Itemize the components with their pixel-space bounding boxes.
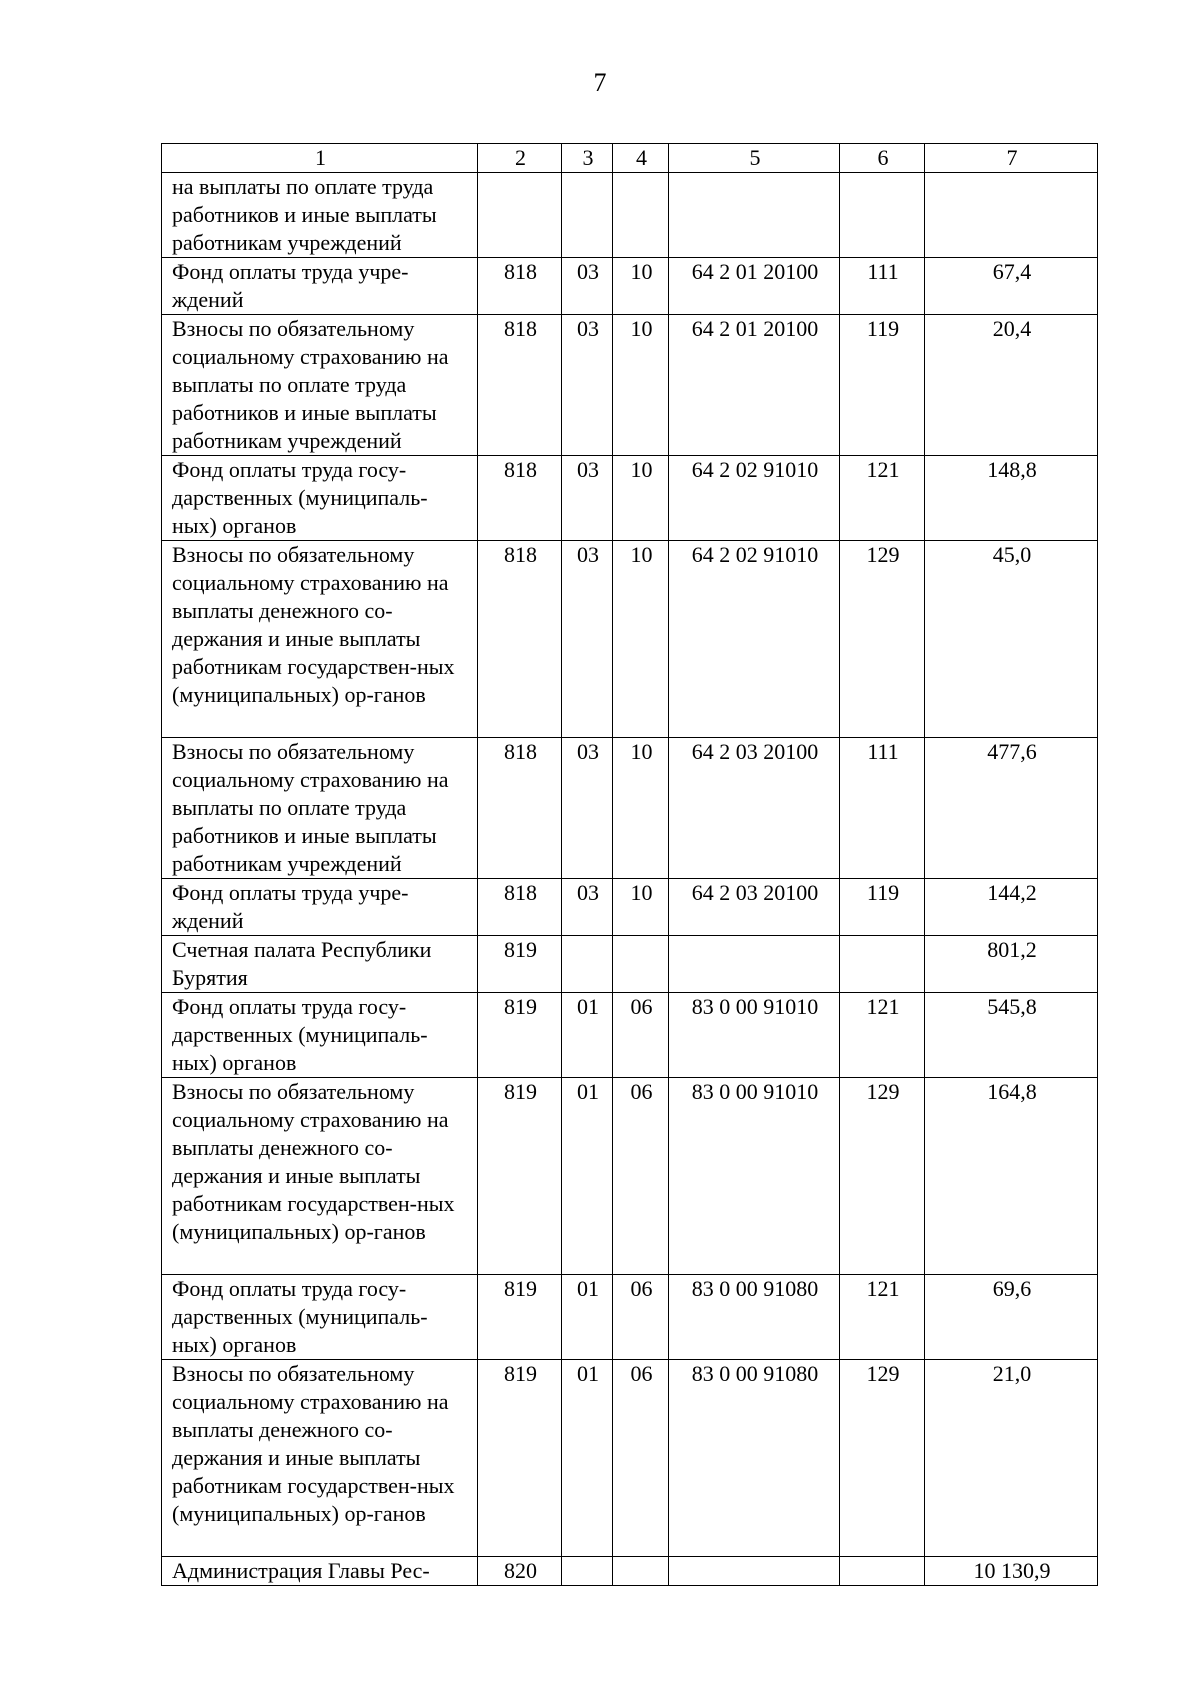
ministry-code-cell: 819 <box>478 936 562 993</box>
section-cell: 03 <box>562 258 613 315</box>
ministry-code-cell: 818 <box>478 258 562 315</box>
target-article-cell: 64 2 01 20100 <box>669 258 840 315</box>
target-article-cell: 64 2 03 20100 <box>669 879 840 936</box>
ministry-code-cell: 819 <box>478 1360 562 1557</box>
ministry-code-cell: 819 <box>478 993 562 1078</box>
table-row <box>162 258 1098 315</box>
subsection-cell: 06 <box>613 1078 669 1275</box>
section-cell: 01 <box>562 993 613 1078</box>
amount-cell <box>925 173 1098 258</box>
target-article-cell <box>669 936 840 993</box>
header-cell: 5 <box>669 144 840 173</box>
section-cell <box>562 936 613 993</box>
section-cell: 03 <box>562 456 613 541</box>
subsection-cell: 10 <box>613 456 669 541</box>
subsection-cell: 10 <box>613 738 669 879</box>
amount-cell: 801,2 <box>925 936 1098 993</box>
expense-type-cell: 129 <box>840 541 925 738</box>
amount-cell: 10 130,9 <box>925 1557 1098 1586</box>
section-cell: 01 <box>562 1078 613 1275</box>
ministry-code-cell: 819 <box>478 1275 562 1360</box>
amount-cell: 148,8 <box>925 456 1098 541</box>
amount-cell: 69,6 <box>925 1275 1098 1360</box>
ministry-code-cell: 818 <box>478 738 562 879</box>
expense-type-cell <box>840 1557 925 1586</box>
amount-cell: 545,8 <box>925 993 1098 1078</box>
table-row <box>162 1360 1098 1557</box>
description-cell: Фонд оплаты труда госу-дарственных (муниципаль-ных) органов <box>162 993 478 1078</box>
section-cell: 01 <box>562 1275 613 1360</box>
description-cell: Взносы по обязательному социальному страхованию на выплаты по оплате труда работников и иные выплаты работникам учреждений <box>162 738 478 879</box>
subsection-cell: 10 <box>613 541 669 738</box>
table-row <box>162 1275 1098 1360</box>
section-cell <box>562 1557 613 1586</box>
target-article-cell: 64 2 01 20100 <box>669 315 840 456</box>
ministry-code-cell: 819 <box>478 1078 562 1275</box>
table-row <box>162 738 1098 879</box>
ministry-code-cell: 818 <box>478 541 562 738</box>
table-row <box>162 541 1098 738</box>
subsection-cell: 06 <box>613 1360 669 1557</box>
ministry-code-cell: 818 <box>478 456 562 541</box>
target-article-cell: 64 2 02 91010 <box>669 541 840 738</box>
amount-cell: 144,2 <box>925 879 1098 936</box>
subsection-cell: 06 <box>613 993 669 1078</box>
description-cell: Фонд оплаты труда учре-ждений <box>162 879 478 936</box>
subsection-cell: 10 <box>613 258 669 315</box>
description-cell: Взносы по обязательному социальному страхованию на выплаты по оплате труда работников и иные выплаты работникам учреждений <box>162 315 478 456</box>
ministry-code-cell <box>478 173 562 258</box>
expense-type-cell: 129 <box>840 1078 925 1275</box>
subsection-cell <box>613 173 669 258</box>
subsection-cell: 10 <box>613 315 669 456</box>
table-row <box>162 315 1098 456</box>
description-cell: Взносы по обязательному социальному страхованию на выплаты денежного со-держания и иные выплаты работникам государствен-ных (муниципальных) ор-ганов <box>162 1078 478 1275</box>
table-header-row <box>162 144 1098 173</box>
section-cell: 03 <box>562 879 613 936</box>
table-row <box>162 993 1098 1078</box>
header-cell: 4 <box>613 144 669 173</box>
header-cell: 7 <box>925 144 1098 173</box>
page-number: 7 <box>593 68 607 97</box>
budget-table <box>161 143 1098 1586</box>
target-article-cell <box>669 173 840 258</box>
description-cell: Счетная палата Республики Бурятия <box>162 936 478 993</box>
subsection-cell: 06 <box>613 1275 669 1360</box>
table-row <box>162 879 1098 936</box>
header-cell: 3 <box>562 144 613 173</box>
expense-type-cell: 119 <box>840 315 925 456</box>
description-cell: Взносы по обязательному социальному страхованию на выплаты денежного со-держания и иные выплаты работникам государствен-ных (муниципальных) ор-ганов <box>162 1360 478 1557</box>
target-article-cell: 83 0 00 91080 <box>669 1360 840 1557</box>
description-cell: Фонд оплаты труда госу-дарственных (муниципаль-ных) органов <box>162 1275 478 1360</box>
expense-type-cell <box>840 173 925 258</box>
target-article-cell: 83 0 00 91010 <box>669 1078 840 1275</box>
amount-cell: 67,4 <box>925 258 1098 315</box>
table-row <box>162 936 1098 993</box>
description-cell: Взносы по обязательному социальному страхованию на выплаты денежного со-держания и иные выплаты работникам государствен-ных (муниципальных) ор-ганов <box>162 541 478 738</box>
section-cell: 01 <box>562 1360 613 1557</box>
ministry-code-cell: 818 <box>478 879 562 936</box>
header-cell: 2 <box>478 144 562 173</box>
target-article-cell: 83 0 00 91080 <box>669 1275 840 1360</box>
target-article-cell <box>669 1557 840 1586</box>
description-cell: Администрация Главы Рес- <box>162 1557 478 1586</box>
description-cell: Фонд оплаты труда учре-ждений <box>162 258 478 315</box>
subsection-cell <box>613 936 669 993</box>
section-cell: 03 <box>562 315 613 456</box>
target-article-cell: 64 2 02 91010 <box>669 456 840 541</box>
ministry-code-cell: 818 <box>478 315 562 456</box>
expense-type-cell: 121 <box>840 993 925 1078</box>
expense-type-cell: 119 <box>840 879 925 936</box>
header-cell: 1 <box>162 144 478 173</box>
expense-type-cell: 121 <box>840 1275 925 1360</box>
expense-type-cell <box>840 936 925 993</box>
section-cell: 03 <box>562 541 613 738</box>
description-cell: на выплаты по оплате труда работников и иные выплаты работникам учреждений <box>162 173 478 258</box>
section-cell: 03 <box>562 738 613 879</box>
subsection-cell <box>613 1557 669 1586</box>
section-cell <box>562 173 613 258</box>
description-cell: Фонд оплаты труда госу-дарственных (муниципаль-ных) органов <box>162 456 478 541</box>
amount-cell: 20,4 <box>925 315 1098 456</box>
expense-type-cell: 111 <box>840 738 925 879</box>
expense-type-cell: 129 <box>840 1360 925 1557</box>
table-row <box>162 456 1098 541</box>
amount-cell: 21,0 <box>925 1360 1098 1557</box>
amount-cell: 164,8 <box>925 1078 1098 1275</box>
table-row <box>162 1557 1098 1586</box>
ministry-code-cell: 820 <box>478 1557 562 1586</box>
header-cell: 6 <box>840 144 925 173</box>
target-article-cell: 83 0 00 91010 <box>669 993 840 1078</box>
amount-cell: 45,0 <box>925 541 1098 738</box>
amount-cell: 477,6 <box>925 738 1098 879</box>
table-row <box>162 1078 1098 1275</box>
expense-type-cell: 121 <box>840 456 925 541</box>
expense-type-cell: 111 <box>840 258 925 315</box>
target-article-cell: 64 2 03 20100 <box>669 738 840 879</box>
subsection-cell: 10 <box>613 879 669 936</box>
table-row <box>162 173 1098 258</box>
